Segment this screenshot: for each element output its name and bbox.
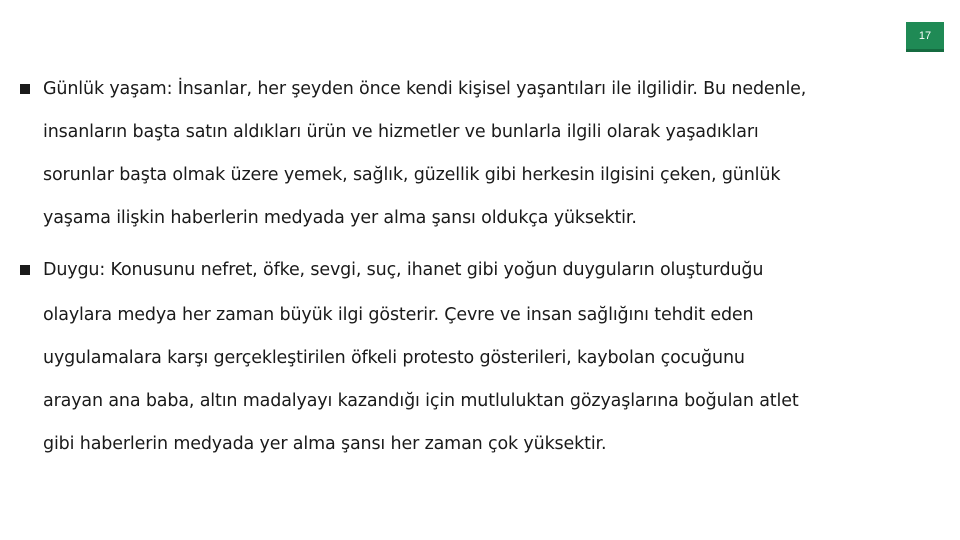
bullet-2-line-2: olaylara medya her zaman büyük ilgi gösterir. Çevre ve insan sağlığını tehdit eden <box>43 305 754 325</box>
bullet-1-line-1: Günlük yaşam: İnsanlar, her şeyden önce kendi kişisel yaşantıları ile ilgilidir. Bu nedenle, <box>43 79 807 99</box>
bullet-1-line-3: sorunlar başta olmak üzere yemek, sağlık, güzellik gibi herkesin ilgisini çeken, günlük <box>43 165 781 185</box>
bullet-marker <box>20 265 30 275</box>
bullet-2-line-4: arayan ana baba, altın madalyayı kazandığı için mutluluktan gözyaşlarına boğulan atlet <box>43 391 799 411</box>
bullet-2-line-1: Duygu: Konusunu nefret, öfke, sevgi, suç, ihanet gibi yoğun duyguların oluşturduğu <box>43 260 764 280</box>
slide-number-badge: 17 <box>906 22 944 52</box>
bullet-1-line-2: insanların başta satın aldıkları ürün ve hizmetler ve bunlarla ilgili olarak yaşadıkları <box>43 122 759 142</box>
bullet-2-line-3: uygulamalara karşı gerçekleştirilen öfkeli protesto gösterileri, kaybolan çocuğunu <box>43 348 745 368</box>
bullet-2-line-5: gibi haberlerin medyada yer alma şansı her zaman çok yüksektir. <box>43 434 607 454</box>
bullet-1-line-4: yaşama ilişkin haberlerin medyada yer alma şansı oldukça yüksektir. <box>43 208 637 228</box>
bullet-marker <box>20 84 30 94</box>
